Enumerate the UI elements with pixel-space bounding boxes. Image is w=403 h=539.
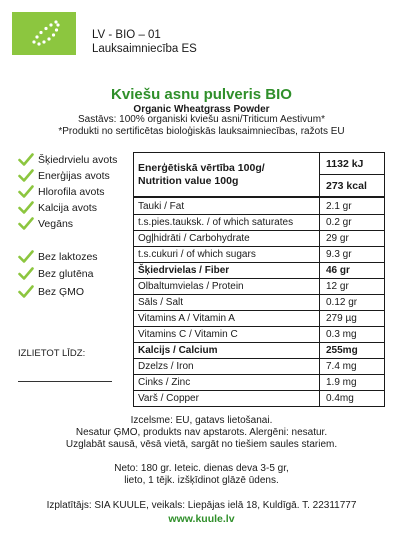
table-row: [134, 214, 384, 230]
net-line: lieto, 1 tējk. izšķīdinot glāzē ūdens.: [124, 475, 279, 486]
website-link[interactable]: www.kuule.lv: [168, 513, 235, 525]
table-row: [134, 390, 384, 406]
nutrient-label: Šķiedrvielas / Fiber: [138, 265, 230, 276]
nutrient-value: 7.4 mg: [319, 359, 384, 374]
nutrient-label: Dzelzs / Iron: [138, 361, 194, 372]
nutrient-label: Olbaltumvielas / Protein: [138, 281, 244, 292]
feature-item: [18, 153, 117, 166]
check-icon: [18, 153, 34, 166]
nutrient-value: 279 µg: [319, 311, 384, 326]
cert-code: LV - BIO – 01: [92, 29, 161, 41]
table-row: [134, 358, 384, 374]
feature-item: [18, 201, 97, 214]
table-row: [134, 246, 384, 262]
energy-label-line2: Nutrition value 100g: [138, 174, 239, 187]
nutrient-label: Tauki / Fat: [138, 200, 185, 212]
check-icon: [18, 285, 34, 298]
feature-item: [18, 250, 98, 263]
nutrient-label: Kalcijs / Calcium: [138, 345, 218, 356]
use-by-label: IZLIETOT LĪDZ:: [18, 348, 86, 359]
product-subtitle: Organic Wheatgrass Powder: [133, 104, 270, 115]
nutrient-label: t.s.cukuri / of which sugars: [138, 249, 256, 260]
feature-label: Šķiedrvielu avots: [38, 153, 118, 166]
nutrient-label: Ogļhidrāti / Carbohydrate: [138, 233, 250, 244]
nutrient-label: Varš / Copper: [138, 393, 199, 404]
feature-item: [18, 217, 73, 230]
nutrient-label: t.s.pies.tauksk. / of which saturates: [138, 217, 294, 228]
table-row: [134, 262, 384, 278]
nutrition-table: [133, 152, 385, 407]
cert-region: Lauksaimniecība ES: [92, 43, 197, 55]
energy-label-line1: Enerģētiskā vērtība 100g/: [138, 161, 265, 174]
table-row: [134, 294, 384, 310]
check-icon: [18, 185, 34, 198]
feature-label: Vegāns: [38, 217, 74, 230]
net-weight-info: [0, 463, 403, 487]
check-icon: [18, 217, 34, 230]
origin-line: Uzglabāt sausā, vēsā vietā, sargāt no tiešiem saules stariem.: [65, 439, 338, 450]
feature-label: Bez ĢMO: [38, 285, 85, 298]
nutrient-label: Vitamins A / Vitamin A: [138, 313, 235, 324]
organic-footnote: *Produkti no sertificētas bioloģiskās lauksaimniecības, ražots EU: [58, 126, 345, 137]
energy-kj: 1132 kJ: [326, 157, 364, 170]
origin-info: [0, 415, 403, 451]
nutrient-value: 46 gr: [319, 263, 384, 278]
table-row: [134, 374, 384, 390]
composition: Sastāvs: 100% organiski kviešu asni/Triticum Aestivum*: [78, 114, 325, 125]
feature-item: [18, 169, 110, 182]
feature-item: [18, 185, 105, 198]
nutrient-value: 0.3 mg: [319, 327, 384, 342]
eu-organic-leaf-icon: [12, 12, 76, 55]
feature-item: [18, 285, 84, 298]
nutrient-value: 255mg: [319, 343, 384, 358]
origin-line: Izcelsme: EU, gatavs lietošanai.: [130, 415, 273, 426]
feature-label: Bez glutēna: [38, 267, 94, 280]
origin-line: Nesatur ĢMO, produkts nav apstarots. Alergēni: nesatur.: [75, 427, 328, 438]
product-title: Kviešu asnu pulveris BIO: [111, 86, 292, 103]
energy-kcal: 273 kcal: [320, 174, 384, 196]
nutrient-value: 0.2 gr: [319, 215, 384, 230]
table-row: [134, 198, 384, 214]
feature-label: Kalcija avots: [38, 201, 97, 214]
nutrient-value: 29 gr: [319, 231, 384, 246]
nutrient-value: 12 gr: [319, 279, 384, 294]
nutrition-rows: [134, 198, 384, 406]
use-by-line: [18, 381, 112, 382]
check-icon: [18, 169, 34, 182]
nutrient-value: 1.9 mg: [319, 375, 384, 390]
table-row: [134, 326, 384, 342]
table-row: [134, 230, 384, 246]
nutrition-header: [134, 153, 384, 198]
nutrient-label: Sāls / Salt: [138, 297, 184, 308]
feature-label: Hlorofila avots: [38, 185, 105, 198]
feature-item: [18, 267, 93, 280]
nutrient-label: Vitamins C / Vitamin C: [138, 329, 238, 340]
check-icon: [18, 250, 34, 263]
nutrient-value: 0.4mg: [319, 391, 384, 406]
nutrient-value: 2.1 gr: [319, 198, 384, 214]
check-icon: [18, 267, 34, 280]
nutrient-label: Cinks / Zinc: [138, 377, 191, 388]
table-row: [134, 342, 384, 358]
table-row: [134, 278, 384, 294]
distributor-info: Izplatītājs: SIA KUULE, veikals: Liepājas ielā 18, Kuldīgā. T. 22311777: [46, 500, 357, 511]
nutrient-value: 9.3 gr: [319, 247, 384, 262]
check-icon: [18, 201, 34, 214]
certification-info: [92, 28, 197, 56]
energy-label: [134, 153, 319, 196]
nutrient-value: 0.12 gr: [319, 295, 384, 310]
feature-label: Enerģijas avots: [38, 169, 110, 182]
table-row: [134, 310, 384, 326]
feature-label: Bez laktozes: [38, 250, 98, 263]
energy-values: [319, 153, 384, 196]
net-line: Neto: 180 gr. Ieteic. dienas deva 3-5 gr,: [114, 463, 289, 474]
